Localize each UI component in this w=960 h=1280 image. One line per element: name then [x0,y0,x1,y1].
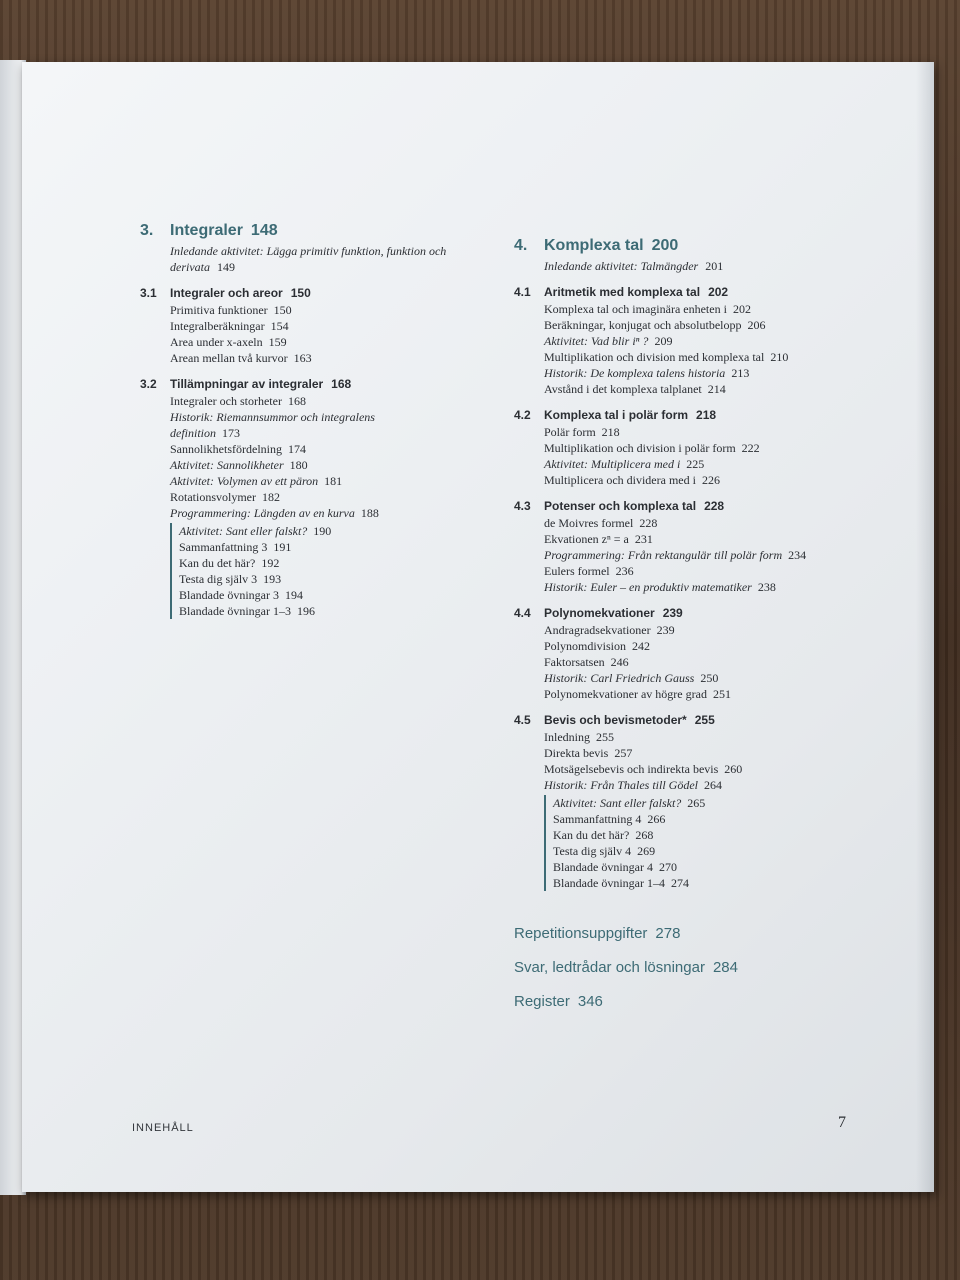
toc-entry [553,827,914,843]
entry-title: Historik: Carl Friedrich Gauss [544,671,695,685]
section-title: Komplexa tal i polär form [544,408,689,422]
toc-entry [170,409,380,441]
toc-entry [544,515,914,531]
section-entries [544,622,914,702]
toc-entry [179,555,389,571]
entry-title: Ekvationen zⁿ = a [544,532,629,546]
entry-page: 264 [704,778,722,792]
entry-page: 270 [658,860,677,874]
entry-title: Kan du det här? [553,828,630,842]
section-number: 4.2 [514,408,531,422]
section-number: 3.2 [140,377,157,391]
entry-title: Blandade övningar 4 [553,860,653,874]
entry-title: Primitiva funktioner [170,303,268,317]
section-number: 4.4 [514,606,531,620]
entry-page: 234 [788,548,807,562]
section-heading [514,498,914,515]
entry-page: 213 [731,366,750,380]
entry-title: Sannolikhetsfördelning [170,442,282,456]
toc-entry [170,393,380,409]
entry-page: 251 [712,687,731,701]
toc-section [514,407,914,488]
toc-entry [179,603,389,619]
section-page: 218 [696,408,717,422]
entry-title: Blandade övningar 1–4 [553,876,665,890]
toc-entry [544,381,914,397]
entry-page: 202 [732,302,751,316]
toc-section [514,284,914,397]
toc-entry [553,795,914,811]
book-page [22,62,934,1192]
entry-page: 239 [656,623,675,637]
entry-title: Polynomdivision [544,639,627,653]
entry-title: Integralberäkningar [170,319,265,333]
footer-label: INNEHÅLL [132,1122,194,1134]
entry-title: Programmering: Längden av en kurva [170,506,355,520]
entry-title: Aktivitet: Vad blir iⁿ ? [544,334,649,348]
section-title: Bevis och bevismetoder* [544,713,687,727]
section-entries [544,515,914,595]
entry-title: Testa dig själv 3 [179,572,258,586]
section-number: 3.1 [140,286,157,300]
entry-page: 181 [324,474,343,488]
entry-title: Historik: Från Thales till Gödel [544,778,698,792]
entry-page: 236 [615,564,634,578]
toc-entry [544,531,914,547]
toc-entry [544,456,914,472]
toc-entry [170,318,380,334]
entry-title: Blandade övningar 1–3 [179,604,291,618]
entry-page: 255 [596,730,614,744]
entry-title: Testa dig själv 4 [553,844,632,858]
toc-entry [170,350,380,366]
toc-entry [544,579,914,595]
toc-entry [544,349,914,365]
toc-entry [170,334,380,350]
entry-title: Komplexa tal och imaginära enheten i [544,302,727,316]
toc-entry [544,638,914,654]
toc-section [140,285,480,366]
toc-entry [170,457,380,473]
entry-title: Multiplikation och division med komplexa tal [544,350,765,364]
entry-page: 163 [293,351,312,365]
section-page: 150 [290,286,311,300]
entry-page: 192 [261,556,280,570]
toc-section [514,605,914,702]
toc-entry [544,424,914,440]
entry-page: 180 [289,458,308,472]
toc-entry [179,539,389,555]
entry-title: Integraler och storheter [170,394,282,408]
entry-title: Polär form [544,425,596,439]
entry-title: Andragradsekvationer [544,623,651,637]
entry-page: 274 [670,876,689,890]
back-matter-page: 346 [577,993,603,1010]
back-matter-page: 278 [655,925,681,942]
toc-entry [544,333,914,349]
entry-page: 209 [654,334,673,348]
toc-entry [544,365,914,381]
toc-entry [179,523,389,539]
section-page: 202 [708,285,729,299]
section-page: 255 [694,713,715,727]
entry-page: 168 [287,394,306,408]
entry-title: Avstånd i det komplexa talplanet [544,382,702,396]
entry-title: Programmering: Från rektangulär till polär form [544,548,783,562]
section-heading [514,284,914,301]
entry-page: 250 [700,671,719,685]
entry-page: 210 [770,350,789,364]
toc-entry [544,547,914,563]
toc-entry [544,317,914,333]
chapter-summary [170,523,480,619]
toc-entry [544,761,914,777]
entry-title: Kan du det här? [179,556,256,570]
toc-entry [553,811,914,827]
entry-title: Aktivitet: Sant eller falskt? [179,524,308,538]
section-title: Potenser och komplexa tal [544,499,697,513]
section-number: 4.5 [514,713,531,727]
section-title: Polynomekvationer [544,606,655,620]
section-number: 4.1 [514,285,531,299]
entry-page: 269 [637,844,656,858]
toc-entry [544,729,914,745]
entry-page: 265 [687,796,706,810]
toc-entry [553,875,914,891]
entry-title: Arean mellan två kurvor [170,351,288,365]
back-matter-title: Svar, ledtrådar och lösningar [514,959,705,976]
section-heading [514,407,914,424]
back-matter-entry [514,951,738,985]
back-matter-entry [514,917,738,951]
entry-page: 182 [262,490,280,504]
entry-title: Historik: Riemannsummor och integralens definition [170,410,375,440]
toc-entry [170,473,380,489]
entry-title: Rotationsvolymer [170,490,256,504]
entry-page: 174 [287,442,306,456]
entry-page: 225 [686,457,705,471]
toc-entry [179,571,389,587]
toc-entry [179,587,389,603]
entry-title: Blandade övningar 3 [179,588,279,602]
toc-entry [170,489,380,505]
section-heading [514,712,914,729]
entry-title: Direkta bevis [544,746,609,760]
entry-title: Historik: De komplexa talens historia [544,366,726,380]
entry-title: Area under x-axeln [170,335,263,349]
chapter-title: Komplexa tal [544,237,644,254]
section-entries [544,424,914,488]
section-title: Integraler och areor [170,286,283,300]
back-matter-entry [514,985,738,1019]
entry-page: 266 [647,812,666,826]
entry-page: 206 [747,318,766,332]
entry-page: 257 [614,746,633,760]
chapter-page: 148 [250,222,278,239]
entry-title: Motsägelsebevis och indirekta bevis [544,762,719,776]
chapter-4 [514,237,914,891]
entry-title: Inledning [544,730,590,744]
chapter-summary [544,795,914,891]
entry-title: Beräkningar, konjugat och absolutbelopp [544,318,742,332]
toc-section [140,376,480,521]
entry-page: 228 [639,516,658,530]
toc-entry [170,302,380,318]
entry-page: 260 [724,762,743,776]
toc-entry [544,654,914,670]
chapter-number: 4. [514,237,528,254]
entry-page: 242 [632,639,651,653]
toc-entry [544,472,914,488]
entry-title: Aktivitet: Sannolikheter [170,458,284,472]
toc-entry [544,563,914,579]
section-heading [140,285,480,302]
back-matter-list [514,917,738,1019]
entry-title: Aktivitet: Multiplicera med i [544,457,681,471]
entry-title: de Moivres formel [544,516,634,530]
toc-entry [544,745,914,761]
entry-page: 246 [610,655,629,669]
intro-text: Inledande aktivitet: Lägga primitiv funktion, funktion och derivata [170,244,447,274]
entry-title: Polynomekvationer av högre grad [544,687,707,701]
toc-entry [553,859,914,875]
toc-entry [544,670,914,686]
chapter-number: 3. [140,222,154,239]
chapter-title: Integraler [170,222,243,239]
section-entries [170,393,480,521]
chapter-3 [140,222,480,619]
entry-title: Historik: Euler – en produktiv matematiker [544,580,752,594]
section-number: 4.3 [514,499,531,513]
entry-page: 226 [701,473,720,487]
entry-page: 159 [268,335,287,349]
entry-page: 238 [757,580,776,594]
entry-page: 150 [273,303,292,317]
section-entries [544,729,914,793]
toc-entry [544,622,914,638]
entry-page: 196 [296,604,315,618]
entry-title: Multiplicera och dividera med i [544,473,696,487]
toc-entry [170,505,380,521]
entry-page: 231 [634,532,653,546]
toc-entry [544,686,914,702]
entry-page: 154 [270,319,289,333]
entry-title: Sammanfattning 3 [179,540,268,554]
entry-title: Aktivitet: Volymen av ett päron [170,474,319,488]
entry-title: Sammanfattning 4 [553,812,642,826]
toc-section [514,712,914,793]
entry-title: Faktorsatsen [544,655,605,669]
entry-title: Multiplikation och division i polär form [544,441,736,455]
entry-page: 190 [313,524,332,538]
toc-entry [544,777,914,793]
entry-page: 218 [601,425,620,439]
section-page: 228 [704,499,725,513]
back-matter-title: Register [514,993,570,1010]
section-heading [140,376,480,393]
section-title: Aritmetik med komplexa tal [544,285,701,299]
chapter-page: 200 [651,237,679,254]
section-heading [514,605,914,622]
entry-page: 193 [263,572,282,586]
back-matter-page: 284 [712,959,738,976]
section-page: 239 [662,606,683,620]
entry-page: 222 [741,441,760,455]
entry-page: 191 [273,540,292,554]
chapter-4-heading [514,237,914,255]
toc-entry [544,301,914,317]
toc-section [514,498,914,595]
entry-title: Eulers formel [544,564,610,578]
chapter-intro [170,243,480,275]
section-entries [544,301,914,397]
entry-page: 268 [635,828,654,842]
intro-text: Inledande aktivitet: Talmängder [544,259,699,273]
back-matter-title: Repetitionsuppgifter [514,925,648,942]
intro-page: 201 [705,259,724,273]
section-title: Tillämpningar av integraler [170,377,324,391]
page-number: 7 [838,1114,846,1131]
entry-page: 188 [360,506,379,520]
section-entries [170,302,480,366]
entry-page: 173 [222,426,240,440]
entry-title: Aktivitet: Sant eller falskt? [553,796,682,810]
intro-page: 149 [217,260,235,274]
chapter-3-heading [140,222,480,240]
entry-page: 214 [707,382,726,396]
toc-entry [544,440,914,456]
chapter-intro [544,258,914,274]
toc-entry [553,843,914,859]
toc-entry [170,441,380,457]
entry-page: 194 [284,588,303,602]
section-page: 168 [331,377,352,391]
